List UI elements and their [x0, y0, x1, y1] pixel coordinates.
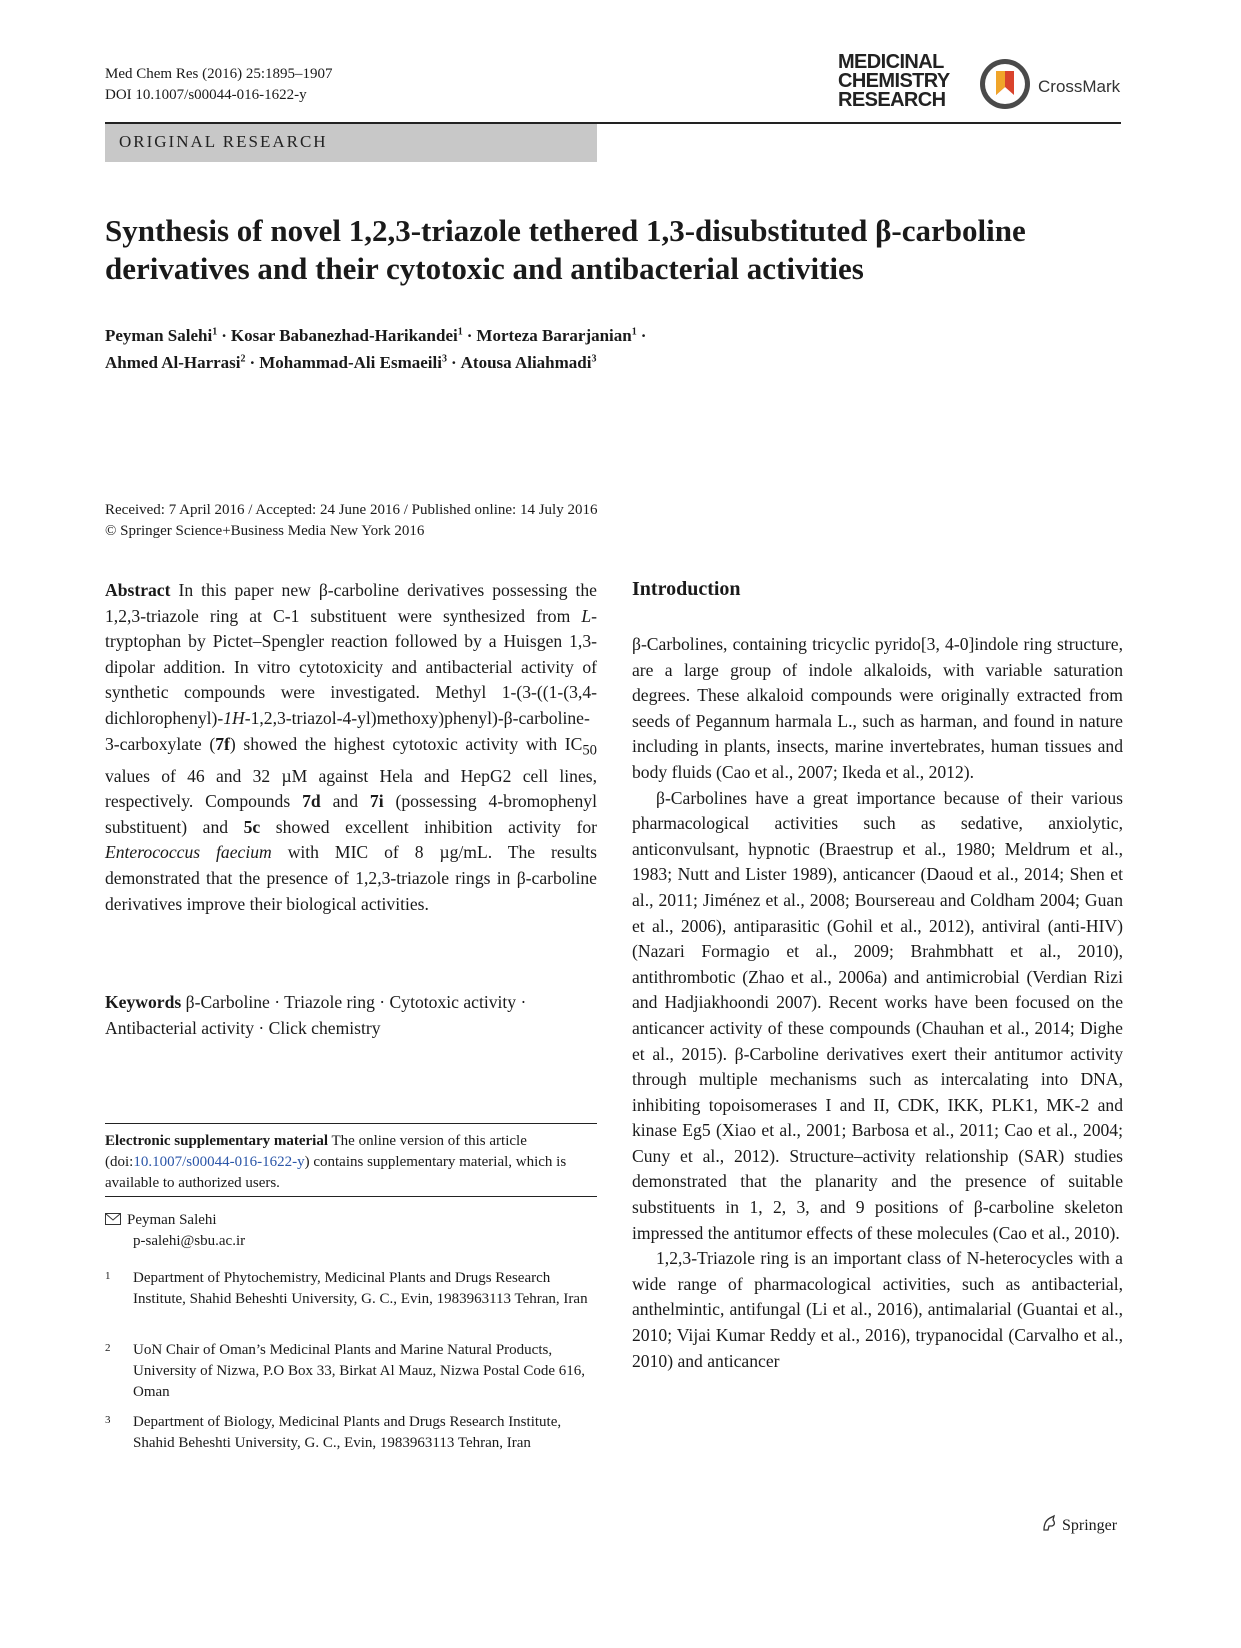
author[interactable]: Morteza Bararjanian$^1$ [476, 326, 637, 345]
author[interactable]: Ahmed Al-Harrasi$^2$ [105, 353, 246, 372]
author-line-2: Ahmed Al-Harrasi$^2$ · Mohammad-Ali Esmaeili$^3$ · Atousa Aliahmadi$^3$ [105, 353, 597, 372]
esm-label: Electronic supplementary material [105, 1133, 329, 1149]
springer-horse-icon [1040, 1514, 1058, 1532]
envelope-icon [105, 1213, 121, 1225]
publisher-footer [1040, 1514, 1117, 1535]
keywords-label: Keywords [105, 992, 182, 1012]
crossmark-label[interactable]: CrossMark [1038, 77, 1121, 96]
intro-paragraph-1: β-Carbolines, containing tricyclic pyrido[3, 4-0]indole ring structure, are a large group of indole alkaloids, with variable saturation degrees. These alkaloid compounds were originally extracted from seeds of Pegannum harmala L., such as harman, and found in nature including in plants, insects, marine invertebrates, human tissues and body fluids (Cao et al., 2007; Ikeda et al., 2012). [632, 634, 1123, 782]
section-band [105, 124, 597, 162]
abstract-label: Abstract [105, 580, 171, 600]
article-title [105, 212, 1135, 288]
author[interactable]: Mohammad-Ali Esmaeili$^3$ [259, 353, 447, 372]
journal-volume-line: Med Chem Res (2016) 25:1895–1907 [105, 66, 333, 82]
keywords [105, 990, 597, 1041]
publication-dates [105, 500, 597, 542]
doi-link[interactable]: 10.1007/s00044-016-1622-y [133, 1154, 305, 1170]
affiliation-text: UoN Chair of Oman’s Medicinal Plants and Marine Natural Products, University of Nizwa, P.O Box 33, Birkat Al Mauz, Nizwa Postal Code 616, Oman [133, 1342, 586, 1400]
intro-paragraph-2: β-Carbolines have a great importance because of their various pharmacological activities such as sedative, anxiolytic, anticonvulsant, hypnotic (Braestrup et al., 1980; Meldrum et al., 1983; Nutt and Lister 1989), anticancer (Daoud et al., 2014; Shen et al., 2011; Jiménez et al., 2008; Boursereau and Coldham 2004; Guan et al., 2006), antiparasitic (Gohil et al., 2012), antiviral (anti-HIV) (Nazari Formagio et al., 2009; Brahmbhatt et al., 2010), antithrombotic (Zhao et al., 2006a) and antimicrobial (Verdian Rizi and Hadjiakhoondi 2007). Recent works have been focused on the anticancer activity of these compounds (Chauhan et al., 2014; Dighe et al., 2015). β-Carboline derivatives exert their antitumor activity through multiple mechanisms such as intercalating into DNA, inhibiting topoisomerases I and II, CDK, IKK, PLK1, MK-2 and kinase Eg5 (Xiao et al., 2001; Barbosa et al., 2011; Cao et al., 2004; Cuny et al., 2012). Structure–activity relationship (SAR) studies demonstrated that the planarity and the presence of suitable substituents in 1, 2, 3, and 9 positions of β-carboline skeleton impressed the antitumor effects of these molecules (Cao et al., 2010). [632, 787, 1123, 1243]
author[interactable]: Peyman Salehi$^1$ [105, 326, 218, 345]
journal-citation [105, 64, 332, 106]
introduction-heading: Introduction [632, 578, 741, 600]
copyright-line: © Springer Science+Business Media New York 2016 [105, 523, 425, 539]
author-line-1: Peyman Salehi$^1$ · Kosar Babanezhad-Harikandei$^1$ · Morteza Bararjanian$^1$ · [105, 326, 647, 345]
publisher-name: Springer [1062, 1517, 1118, 1534]
crossmark-icon[interactable] [978, 57, 1032, 111]
correspondence [105, 1210, 245, 1252]
author[interactable]: Atousa Aliahmadi$^3$ [460, 353, 597, 372]
affiliation-number: 1 [105, 1270, 111, 1282]
doi-line: DOI 10.1007/s00044-016-1622-y [105, 87, 307, 103]
journal-logo [838, 53, 1120, 127]
journal-logo-text: MEDICINAL CHEMISTRY RESEARCH [838, 51, 950, 111]
affiliation-text: Department of Biology, Medicinal Plants and Drugs Research Institute, Shahid Beheshti University, G. C., Evin, 1983963113 Tehran, Iran [133, 1414, 562, 1451]
title-line-2: derivatives and their cytotoxic and antibacterial activities [105, 251, 864, 286]
abstract: Abstract In this paper new β-carboline derivatives possessing the 1,2,3-triazole ring at C-1 substituent were synthesized from L-tryptophan by Pictet–Spengler reaction followed by a Huisgen 1,3-dipolar addition. In vitro cytotoxicity and antibacterial activity of synthetic compounds were investigated. Methyl 1-(3-((1-(3,4-dichlorophenyl)-1H-1,2,3-triazol-4-yl)methoxy)phenyl)-β-carboline-3-carboxylate (7f) showed the highest cytotoxic activity with $IC_{50}$ values of 46 and 32 µM against Hela and HepG2 cell lines, respectively. Compounds 7d and 7i (possessing 4-bromophenyl substituent) and 5c showed excellent inhibition activity for Enterococcus faecium with MIC of 8 µg/mL. The results demonstrated that the presence of 1,2,3-triazole rings in β-carboline derivatives improve their biological activities. [105, 580, 597, 914]
correspondence-divider [105, 1196, 597, 1197]
corresponding-email[interactable]: p-salehi@sbu.ac.ir [133, 1233, 246, 1249]
introduction-body [632, 632, 1123, 1374]
author-list [105, 322, 1115, 376]
section-label: ORIGINAL RESEARCH [119, 132, 328, 151]
affiliation-number: 3 [105, 1414, 111, 1426]
affiliation-number: 2 [105, 1342, 111, 1354]
esm-divider [105, 1123, 597, 1124]
author[interactable]: Kosar Babanezhad-Harikandei$^1$ [230, 326, 463, 345]
keywords-text: β-Carboline · Triazole ring · Cytotoxic activity · Antibacterial activity · Click chemistry [105, 992, 527, 1038]
dates-line: Received: 7 April 2016 / Accepted: 24 June 2016 / Published online: 14 July 2016 [105, 502, 598, 518]
intro-paragraph-3: 1,2,3-Triazole ring is an important class of N-heterocycles with a wide range of pharmacological activities, such as antibacterial, anthelmintic, antifungal (Li et al., 2016), antimalarial (Guantai et al., 2010; Vijai Kumar Reddy et al., 2016), trypanocidal (Carvalho et al., 2010) and anticancer [632, 1248, 1123, 1371]
supplementary-note: Electronic supplementary material The online version of this article (doi:10.1007/s00044-016-1622-y) contains supplementary material, which is available to authorized users. [105, 1133, 567, 1191]
affiliation-text: Department of Phytochemistry, Medicinal Plants and Drugs Research Institute, Shahid Beheshti University, G. C., Evin, 1983963113 Tehran, Iran [133, 1270, 588, 1307]
title-line-1: Synthesis of novel 1,2,3-triazole tethered 1,3-disubstituted β-carboline [105, 213, 1026, 248]
corresponding-author: Peyman Salehi [127, 1212, 217, 1228]
